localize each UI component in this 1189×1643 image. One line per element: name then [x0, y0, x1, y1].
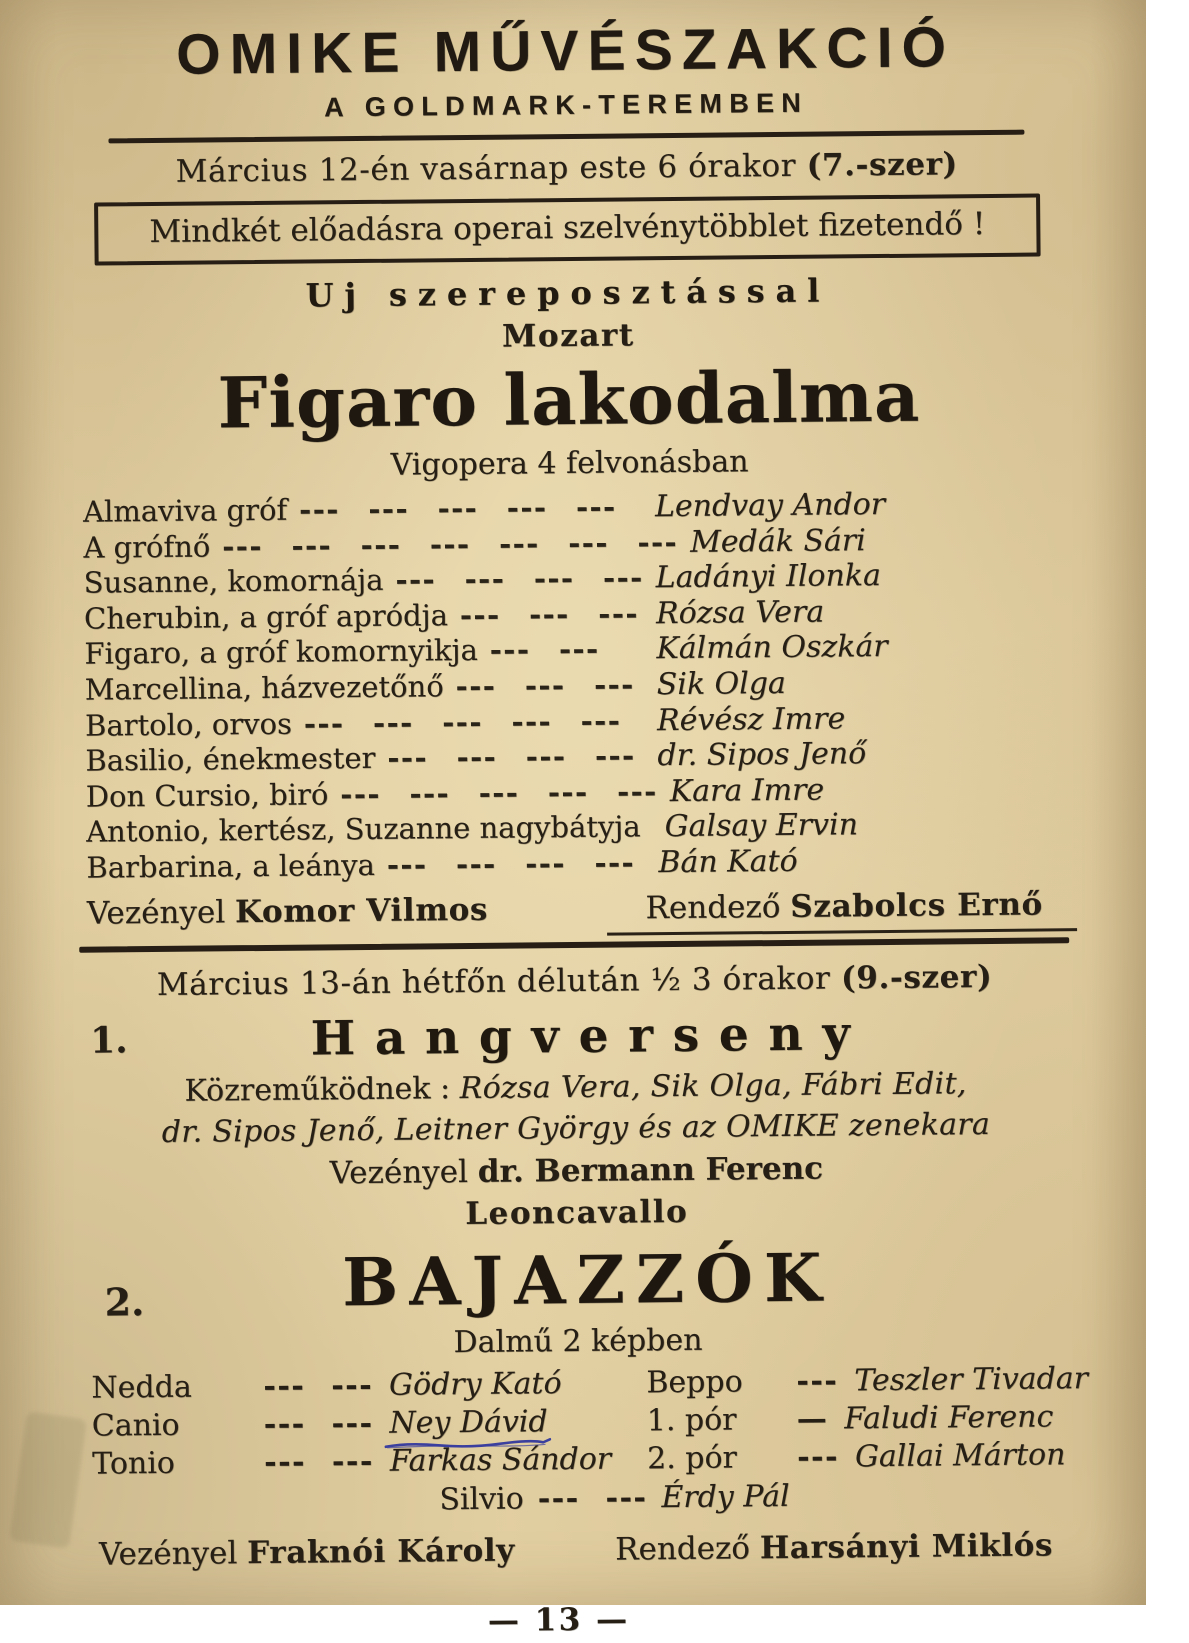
- cast-performer: Sik Olga: [657, 663, 1085, 703]
- performance1-count: (7.-szer): [806, 146, 958, 183]
- composer-mozart: Mozart: [0, 313, 1142, 360]
- leader-dashes: --- --- --- --- ---: [292, 703, 658, 742]
- cast-performer: Gallai Márton: [855, 1436, 1066, 1476]
- conductor-label: Vezényel: [99, 1535, 238, 1572]
- concert-title: Hangverseny: [2, 1003, 1148, 1069]
- participants-line-2: [3, 1105, 1149, 1151]
- cast-performer: dr. Sipos Jenő: [657, 734, 1085, 774]
- cast-row: [647, 1397, 1122, 1440]
- page-title: OMIKE MŰVÉSZAKCIÓ: [0, 13, 1139, 90]
- cast-performer: Gödry Kató: [389, 1365, 562, 1405]
- cast-role: 2. pór: [647, 1438, 797, 1477]
- director-name: Szabolcs Ernő: [790, 886, 1043, 924]
- figaro-credits: [1, 885, 1147, 932]
- cast-role: Bartolo, orvos: [85, 706, 292, 744]
- cast-performer: Rózsa Vera: [656, 592, 1084, 632]
- director-name: Harsányi Miklós: [760, 1527, 1053, 1566]
- composer-leoncavallo: Leoncavallo: [4, 1189, 1150, 1236]
- cast-row: [91, 1364, 646, 1407]
- director-credit: [645, 886, 1043, 926]
- cast-performer: Galsay Ervin: [664, 805, 1092, 845]
- leader-dashes: --- --- --- ---: [375, 738, 657, 776]
- leader-dashes: --- --- --- ---: [383, 560, 656, 598]
- participants-line-1: [2, 1064, 1148, 1110]
- cast-role: Antonio, kertész, Suzanne nagybátyja: [86, 810, 641, 851]
- divider-section: [79, 937, 1069, 953]
- conductor-credit: [99, 1532, 515, 1572]
- opera-subtitle: Vigopera 4 felvonásban: [0, 441, 1143, 487]
- concert-conductor-line: [3, 1147, 1149, 1194]
- cast-role: Barbarina, a leánya: [86, 848, 375, 886]
- conductor-name: Fraknói Károly: [247, 1532, 515, 1571]
- leader-dashes: --- --- --- ---: [375, 845, 659, 883]
- conductor-name: Komor Vilmos: [235, 891, 488, 929]
- cast-row: [92, 1440, 647, 1483]
- director-label: Rendező: [645, 889, 780, 926]
- bajazzok-subtitle: Dalmű 2 képben: [5, 1318, 1151, 1364]
- leader-dashes: --- ---: [478, 632, 657, 669]
- cast-row: [647, 1435, 1122, 1478]
- cast-role: Marcellina, házvezetőnő: [85, 669, 444, 708]
- cast-role: Don Cursio, biró: [86, 777, 329, 815]
- concert-conductor-name: dr. Bermann Ferenc: [478, 1150, 824, 1189]
- cast-performer: Kara Imre: [670, 770, 1098, 810]
- performance2-dateline: [1, 957, 1147, 1004]
- cast-performer: Kálmán Oszkár: [656, 627, 1084, 667]
- bajazzok-credits: [7, 1526, 1153, 1573]
- cast-performer: Ney Dávid: [389, 1404, 548, 1441]
- cast-role: 1. pór: [647, 1400, 797, 1439]
- cast-performer: Révész Imre: [657, 699, 1085, 739]
- cast-role: Almaviva gróf: [83, 493, 288, 531]
- leader-dashes: --- --- ---: [448, 596, 656, 634]
- item-number-1: 1.: [90, 1019, 128, 1061]
- cast-performer: Farkas Sándor: [390, 1440, 612, 1480]
- divider-thin: [607, 928, 1077, 936]
- leader-dashes: --- --- --- --- --- --- ---: [210, 524, 690, 564]
- concert-title-row: [2, 1003, 1148, 1069]
- bajazzok-title-row: [4, 1235, 1151, 1324]
- leader-dashes: --- ---: [264, 1442, 390, 1481]
- cast-performer: Érdy Pál: [661, 1478, 790, 1514]
- cast-performer-underlined: [389, 1403, 548, 1443]
- participants-label: Közreműködnek :: [184, 1071, 450, 1109]
- leader-dashes: --- --- --- --- ---: [328, 774, 670, 813]
- item-number-2: 2.: [104, 1279, 144, 1324]
- conductor-label: Vezényel: [87, 894, 226, 931]
- participants-names-2: dr. Sipos Jenő, Leitner György és az OMIKE zenekara: [162, 1107, 991, 1150]
- cast-performer: Faludi Ferenc: [844, 1398, 1053, 1438]
- cast-role: Basilio, énekmester: [85, 741, 375, 779]
- performance1-dateline: [0, 145, 1140, 192]
- leader-dashes: ---: [796, 1362, 854, 1401]
- cast-performer: Teszler Tivadar: [854, 1360, 1088, 1400]
- cast-performer: Lendvay Andor: [655, 485, 1083, 525]
- opera-title: Figaro lakodalma: [0, 353, 1142, 447]
- figaro-cast-list: [0, 485, 1147, 888]
- page-number: — 13 —: [0, 1596, 1132, 1643]
- performance1-date: Március 12-én vasárnap este 6 órakor: [175, 148, 796, 190]
- leader-dashes: —: [797, 1400, 845, 1438]
- conductor-credit: [87, 891, 488, 931]
- cast-role: Cherubin, a gróf apródja: [84, 598, 448, 637]
- cast-performer: Ladányi Ilonka: [656, 556, 1084, 596]
- cast-role: Tonio: [92, 1444, 264, 1484]
- venue-subtitle: A GOLDMARK-TEREMBEN: [0, 85, 1139, 127]
- leader-dashes: --- --- --- --- ---: [287, 489, 655, 528]
- cast-role: Nedda: [91, 1368, 263, 1408]
- cast-role: Beppo: [646, 1362, 796, 1401]
- cast-role: A grófnő: [83, 529, 210, 566]
- cast-role: Canio: [92, 1406, 264, 1446]
- performance2-date: Március 13-án hétfőn délután ½ 3 órakor: [157, 960, 831, 1002]
- divider-top: [108, 130, 1024, 144]
- bajazzok-title: BAJAZZÓK: [4, 1235, 1151, 1324]
- participants-names-1: Rózsa Vera, Sik Olga, Fábri Edit,: [460, 1066, 967, 1106]
- performance2-count: (9.-szer): [841, 959, 993, 996]
- cast-row: [646, 1359, 1121, 1402]
- bajazzok-cast-list: [5, 1359, 1152, 1484]
- notice-text: Mindkét előadásra operai szelvénytöbblet fizetendő !: [149, 206, 985, 250]
- leader-dashes: --- ---: [264, 1404, 390, 1443]
- director-label: Rendező: [615, 1530, 750, 1567]
- cast-performer: Medák Sári: [690, 520, 1118, 560]
- leader-dashes: --- ---: [524, 1480, 662, 1516]
- cast-role: Silvio: [439, 1481, 524, 1517]
- leader-dashes: --- ---: [263, 1366, 389, 1405]
- cast-role: Susanne, komornája: [84, 563, 384, 601]
- leader-dashes: --- --- ---: [444, 667, 657, 705]
- concert-conductor-label: Vezényel: [329, 1154, 468, 1191]
- notice-box: [94, 193, 1041, 265]
- cast-row: [92, 1402, 647, 1445]
- cast-performer: Bán Kató: [658, 841, 1086, 881]
- leader-dashes: ---: [797, 1438, 855, 1477]
- cast-role: Figaro, a gróf komornyikja: [84, 633, 478, 672]
- casting-note: Uj szereposztással: [0, 269, 1141, 318]
- director-credit: [615, 1527, 1053, 1567]
